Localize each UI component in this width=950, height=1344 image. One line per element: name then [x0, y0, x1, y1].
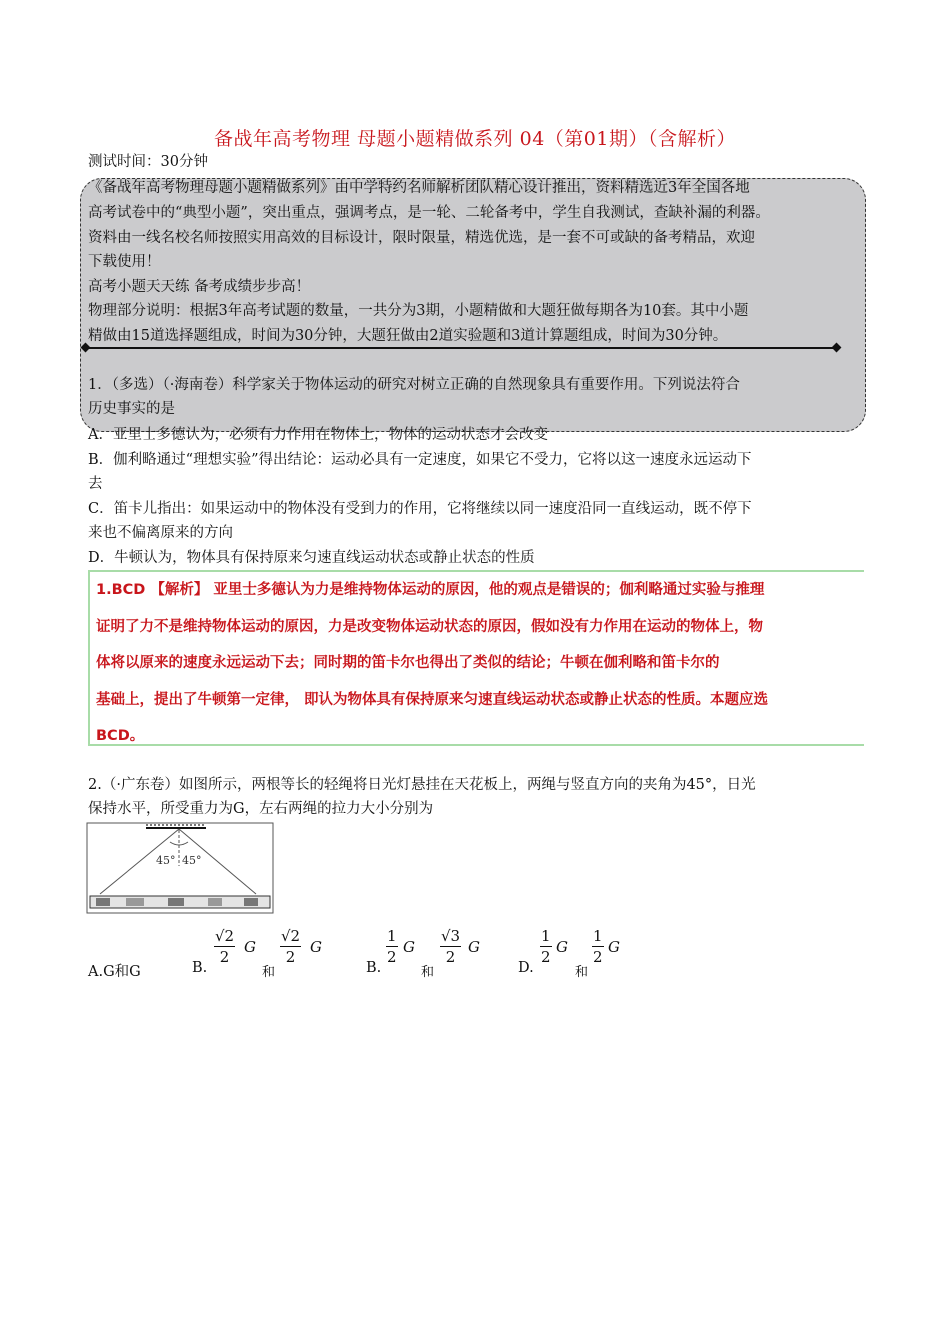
intro-line: 高考试卷中的“典型小题”，突出重点，强调考点，是一轮、二轮备考中，学生自我测试，查缺补漏的利器。	[88, 205, 770, 221]
q1-answer-line: 基础上，提出了牛顿第一定律， 即认为物体具有保持原来匀速直线运动状态或静止状态的性质。本题应选	[96, 692, 769, 708]
q1-stem-line: 1．（多选）（·海南卷）科学家关于物体运动的研究对树立正确的自然现象具有重要作用。下列说法符合	[88, 377, 740, 393]
intro-line: 下载使用！	[88, 254, 161, 270]
gravity-symbol: G	[608, 938, 620, 956]
fraction: $\frac{1}{2}$	[593, 927, 603, 966]
and-word: 和	[262, 965, 276, 980]
q1-option-c: C．笛卡儿指出：如果运动中的物体没有受到力的作用，它将继续以同一速度沿同一直线运动，既不停下	[88, 501, 752, 517]
q2-option-c-label: B.	[366, 960, 382, 976]
lamp-hanging-figure	[86, 822, 274, 914]
angle-label-right: 45°	[182, 854, 202, 867]
and-word: 和	[421, 965, 435, 980]
q1-option-b-cont: 去	[88, 476, 103, 492]
gravity-symbol: G	[468, 938, 480, 956]
and-word: 和	[575, 965, 589, 980]
intro-line: 《备战年高考物理母题小题精做系列》由中学特约名师解析团队精心设计推出，资料精选近3年全国各地	[88, 180, 750, 196]
document-title: 备战年高考物理 母题小题精做系列 04（第01期）（含解析）	[214, 128, 736, 150]
q1-answer-line: BCD。	[96, 728, 145, 744]
q1-option-a: A．亚里士多德认为，必须有力作用在物体上，物体的运动状态才会改变	[88, 427, 548, 443]
intro-line: 高考小题天天练 备考成绩步步高！	[88, 279, 311, 295]
fraction: $\frac{√2}{2}$	[281, 927, 301, 966]
intro-line: 精做由15道选择题组成，时间为30分钟，大题狂做由2道实验题和3道计算题组成，时间为30分钟。	[88, 328, 728, 344]
q2-stem-line: 保持水平，所受重力为G，左右两绳的拉力大小分别为	[88, 801, 434, 817]
q1-answer-line: 体将以原来的速度永远运动下去；同时期的笛卡尔也得出了类似的结论；牛顿在伽利略和笛卡尔的	[96, 655, 720, 671]
fraction: $\frac{1}{2}$	[387, 927, 397, 966]
q1-option-b: B．伽利略通过“理想实验”得出结论：运动必具有一定速度，如果它不受力，它将以这一速度永远运动下	[88, 452, 752, 468]
q1-option-d: D．牛顿认为，物体具有保持原来匀速直线运动状态或静止状态的性质	[88, 550, 535, 566]
q1-stem-line: 历史事实的是	[88, 401, 175, 417]
q2-stem-line: 2.（·广东卷）如图所示，两根等长的轻绳将日光灯悬挂在天花板上，两绳与竖直方向的夹角为45°，日光	[88, 777, 756, 793]
q2-option-b-label: B.	[192, 960, 208, 976]
section-divider	[86, 347, 838, 349]
gravity-symbol: G	[556, 938, 568, 956]
q2-option-a: A.G和G	[88, 964, 141, 980]
q1-answer-line: 1.BCD 【解析】 亚里士多德认为力是维持物体运动的原因，他的观点是错误的；伽利略通过实验与推理	[96, 582, 765, 598]
intro-line: 资料由一线名校名师按照实用高效的目标设计，限时限量，精选优选，是一套不可或缺的备考精品，欢迎	[88, 230, 755, 246]
q1-option-c-cont: 来也不偏离原来的方向	[88, 525, 233, 541]
gravity-symbol: G	[244, 938, 256, 956]
fraction: $\frac{1}{2}$	[541, 927, 551, 966]
fraction: $\frac{√3}{2}$	[441, 927, 461, 966]
q1-answer-line: 证明了力不是维持物体运动的原因，力是改变物体运动状态的原因，假如没有力作用在运动的物体上，物	[96, 619, 763, 635]
gravity-symbol: G	[403, 938, 415, 956]
intro-line: 物理部分说明：根据3年高考试题的数量，一共分为3期，小题精做和大题狂做每期各为10套。其中小题	[88, 303, 749, 319]
gravity-symbol: G	[310, 938, 322, 956]
angle-label-left: 45°	[156, 854, 176, 867]
fraction: $\frac{√2}{2}$	[215, 927, 235, 966]
test-time: 测试时间：30分钟	[88, 154, 208, 170]
q2-option-d-label: D.	[518, 960, 534, 976]
